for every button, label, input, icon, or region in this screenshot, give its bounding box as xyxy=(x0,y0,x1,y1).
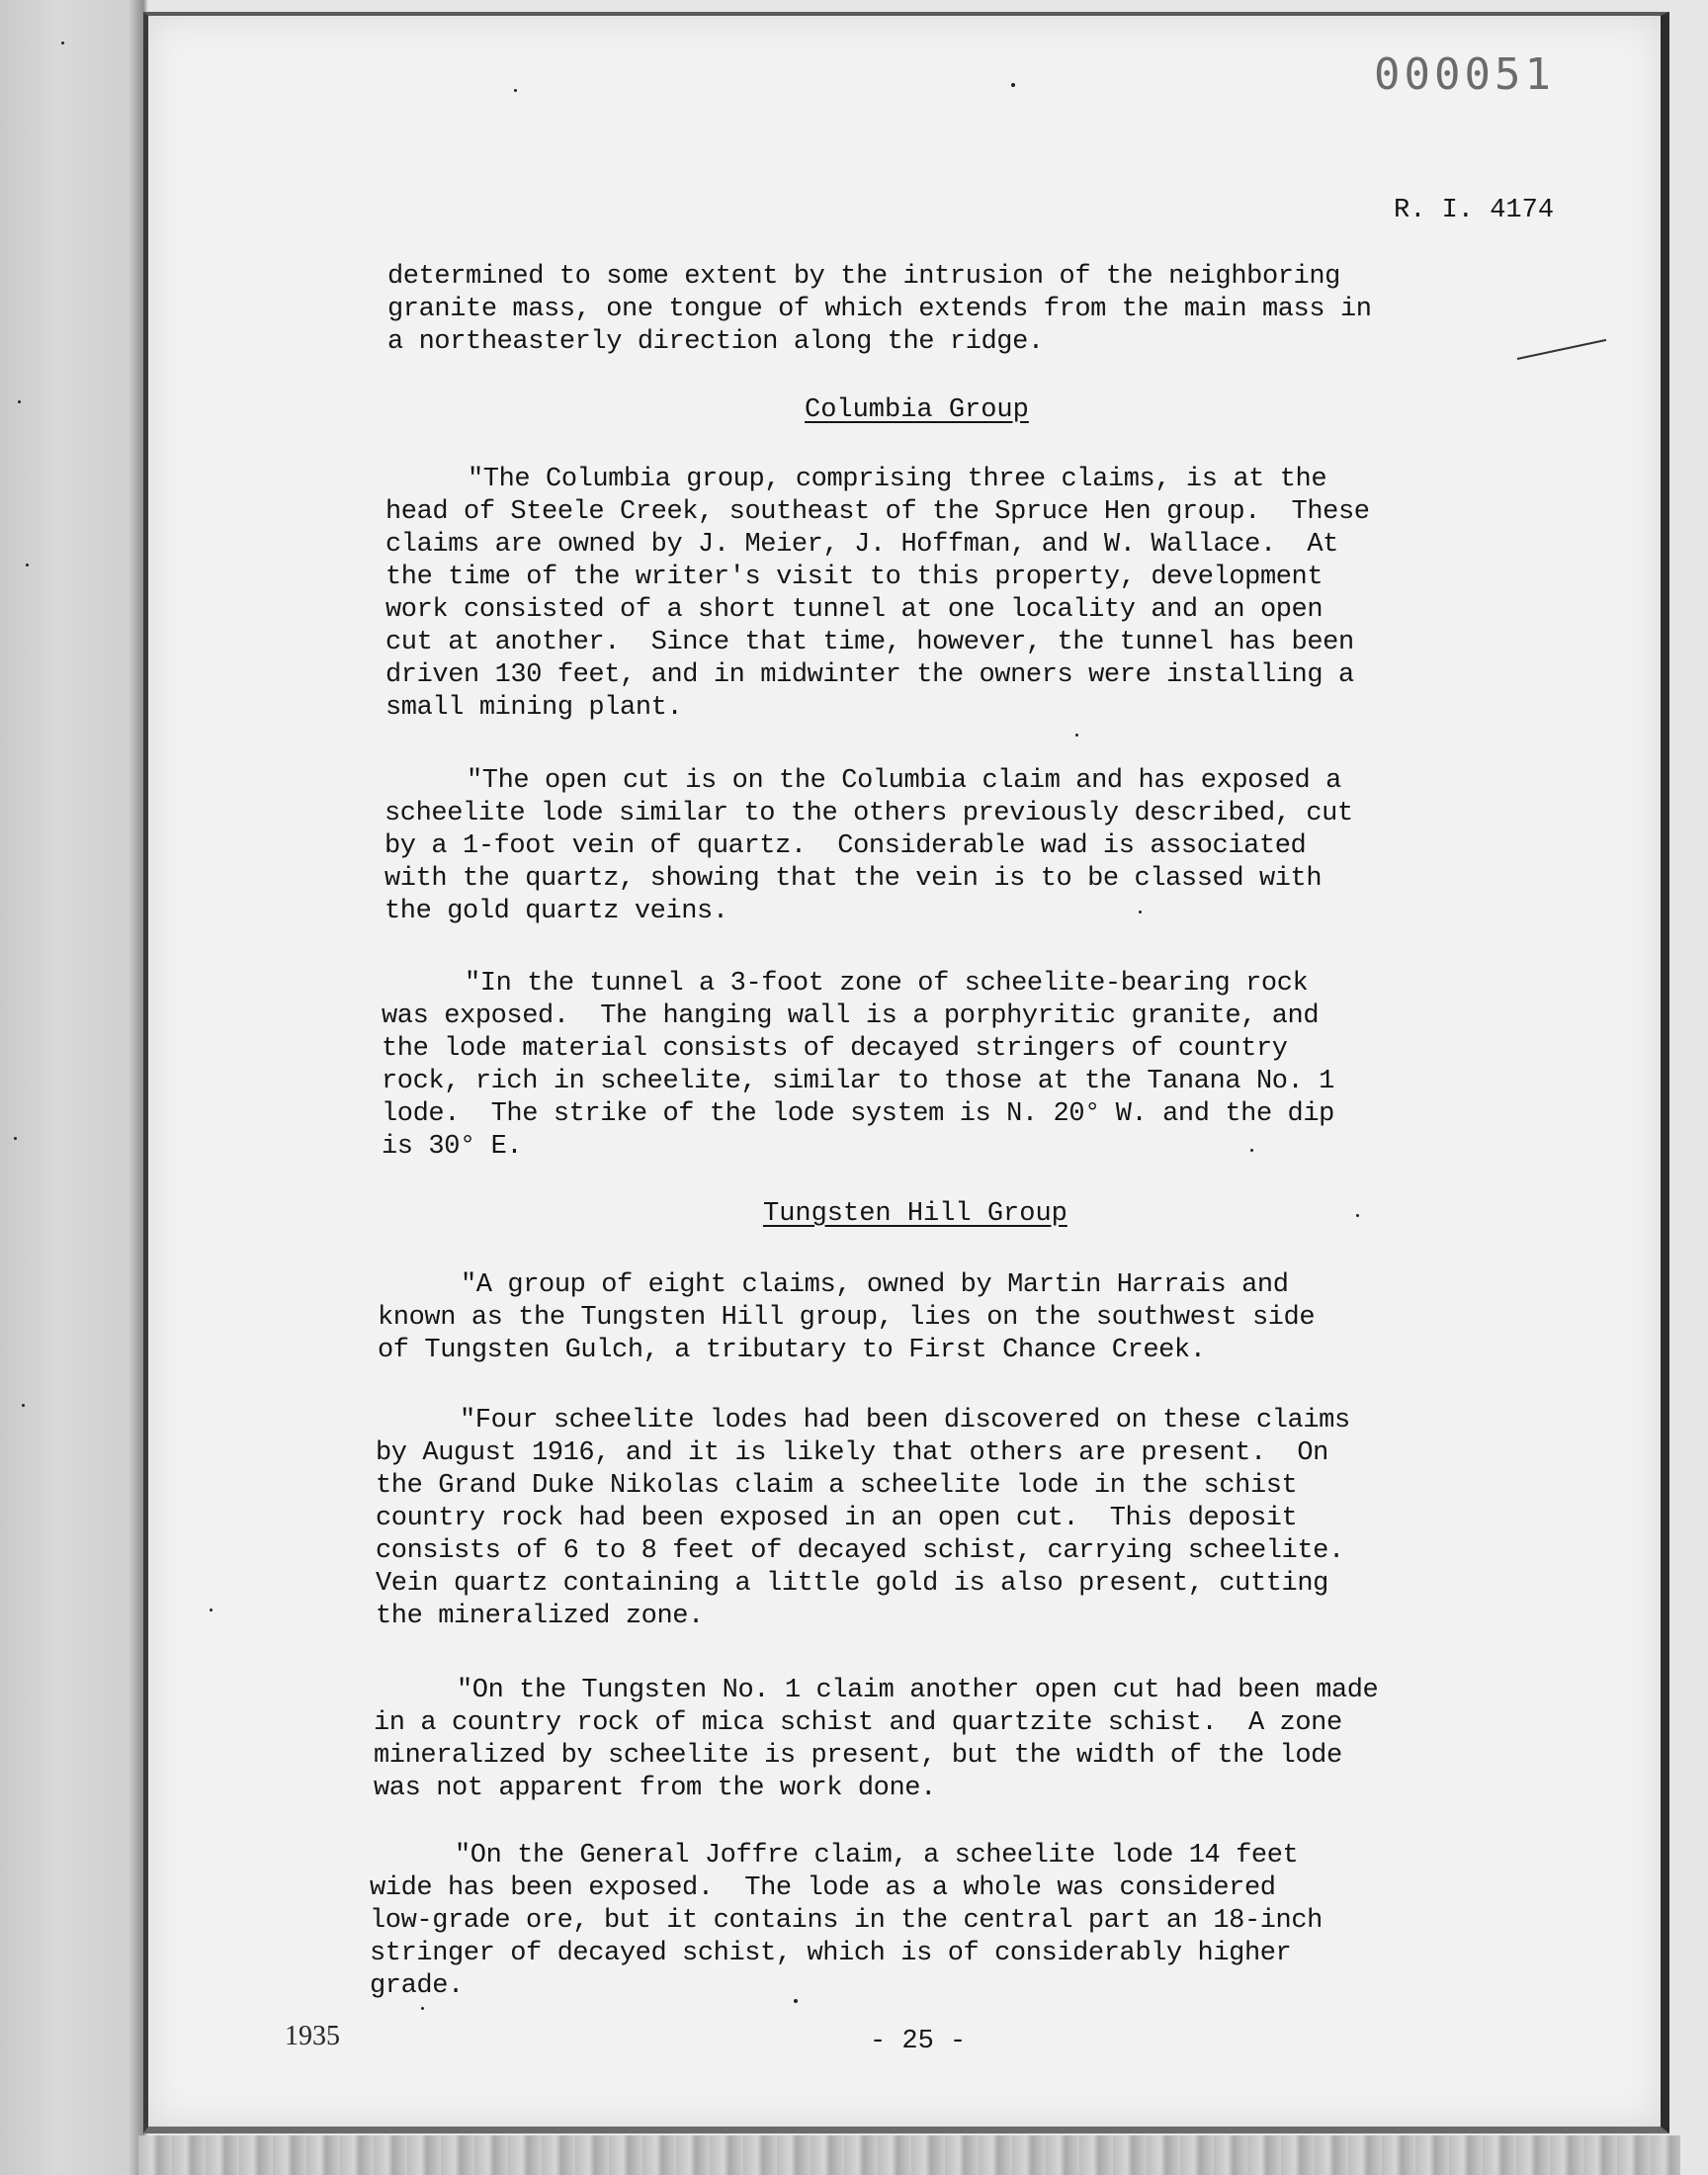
scan-speck xyxy=(61,42,64,44)
text-line: by August 1916, and it is likely that others are present. On xyxy=(376,1438,1328,1468)
text-line: scheelite lode similar to the others previously described, cut xyxy=(384,799,1353,828)
text-line: determined to some extent by the intrusion of the neighboring xyxy=(387,262,1340,292)
text-line: with the quartz, showing that the vein is to be classed with xyxy=(384,864,1323,894)
text-line: the time of the writer's visit to this property, development xyxy=(385,563,1324,592)
text-line: known as the Tungsten Hill group, lies on the southwest side xyxy=(378,1303,1316,1333)
text-line: wide has been exposed. The lode as a whole was considered xyxy=(370,1873,1276,1903)
text-line: stringer of decayed schist, which is of considerably higher xyxy=(370,1939,1292,1968)
text-line: low-grade ore, but it contains in the central part an 18-inch xyxy=(370,1906,1323,1936)
text-line: by a 1-foot vein of quartz. Considerable wad is associated xyxy=(384,831,1307,861)
text-line: driven 130 feet, and in midwinter the owners were installing a xyxy=(385,660,1354,690)
text-line: lode. The strike of the lode system is N. 20° W. and the dip xyxy=(382,1099,1334,1129)
text-line: work consisted of a short tunnel at one locality and an open xyxy=(385,595,1324,625)
text-line: consists of 6 to 8 feet of decayed schist, carrying scheelite. xyxy=(376,1536,1344,1566)
text-line: "A group of eight claims, owned by Martin Harrais and xyxy=(461,1270,1289,1300)
text-line: Vein quartz containing a little gold is also present, cutting xyxy=(376,1569,1328,1599)
text-line: the lode material consists of decayed stringers of country xyxy=(382,1034,1288,1064)
report-identifier: R. I. 4174 xyxy=(1394,196,1555,225)
text-line: "The Columbia group, comprising three claims, is at the xyxy=(468,465,1327,494)
text-line: mineralized by scheelite is present, but the width of the lode xyxy=(374,1741,1342,1771)
text-line: is 30° E. xyxy=(382,1132,523,1162)
section-heading-columbia: Columbia Group xyxy=(805,395,1029,425)
text-line: the gold quartz veins. xyxy=(384,897,728,926)
scan-speck xyxy=(18,400,21,403)
text-line: the mineralized zone. xyxy=(376,1602,704,1631)
document-stamp-number: 000051 xyxy=(1374,49,1555,100)
text-line: "On the General Joffre claim, a scheelite lode 14 feet xyxy=(455,1841,1299,1870)
section-heading-tungsten-hill: Tungsten Hill Group xyxy=(763,1199,1068,1229)
text-line: cut at another. Since that time, however, the tunnel has been xyxy=(385,628,1354,657)
text-line: in a country rock of mica schist and quartzite schist. A zone xyxy=(374,1708,1342,1738)
text-line: of Tungsten Gulch, a tributary to First Chance Creek. xyxy=(378,1336,1206,1365)
scan-speck xyxy=(1139,911,1142,914)
scan-speck xyxy=(14,1137,17,1140)
text-line: the Grand Duke Nikolas claim a scheelite lode in the schist xyxy=(376,1471,1298,1501)
text-line: "In the tunnel a 3-foot zone of scheelite-bearing rock xyxy=(465,969,1309,999)
scan-speck xyxy=(1011,83,1015,87)
scan-speck xyxy=(421,2007,424,2010)
scan-speck xyxy=(794,1999,798,2003)
text-line: head of Steele Creek, southeast of the Spruce Hen group. These xyxy=(385,497,1370,527)
text-line: "Four scheelite lodes had been discovered on these claims xyxy=(460,1406,1350,1436)
scan-speck xyxy=(1075,734,1078,737)
text-line: country rock had been exposed in an open cut. This deposit xyxy=(376,1504,1298,1533)
year-annotation: 1935 xyxy=(285,2021,340,2051)
text-line: was exposed. The hanging wall is a porphyritic granite, and xyxy=(382,1001,1320,1031)
text-line: "The open cut is on the Columbia claim and has exposed a xyxy=(467,766,1341,796)
text-line: was not apparent from the work done. xyxy=(374,1774,936,1803)
text-line: small mining plant. xyxy=(385,693,683,723)
text-line: claims are owned by J. Meier, J. Hoffman, and W. Wallace. At xyxy=(385,530,1338,560)
scan-speck xyxy=(1356,1214,1359,1217)
text-line: grade. xyxy=(370,1971,464,2001)
scanner-edge xyxy=(138,2135,1680,2175)
text-line: granite mass, one tongue of which extends from the main mass in xyxy=(387,295,1372,324)
scan-speck xyxy=(514,89,517,92)
scan-speck xyxy=(26,564,29,566)
text-line: rock, rich in scheelite, similar to those at the Tanana No. 1 xyxy=(382,1067,1334,1096)
text-line: "On the Tungsten No. 1 claim another open cut had been made xyxy=(457,1676,1379,1705)
scan-speck xyxy=(1250,1149,1253,1152)
scan-speck xyxy=(22,1404,25,1407)
page-number: - 25 - xyxy=(870,2027,967,2056)
text-line: a northeasterly direction along the ridge. xyxy=(387,327,1044,357)
scan-speck xyxy=(210,1609,213,1611)
